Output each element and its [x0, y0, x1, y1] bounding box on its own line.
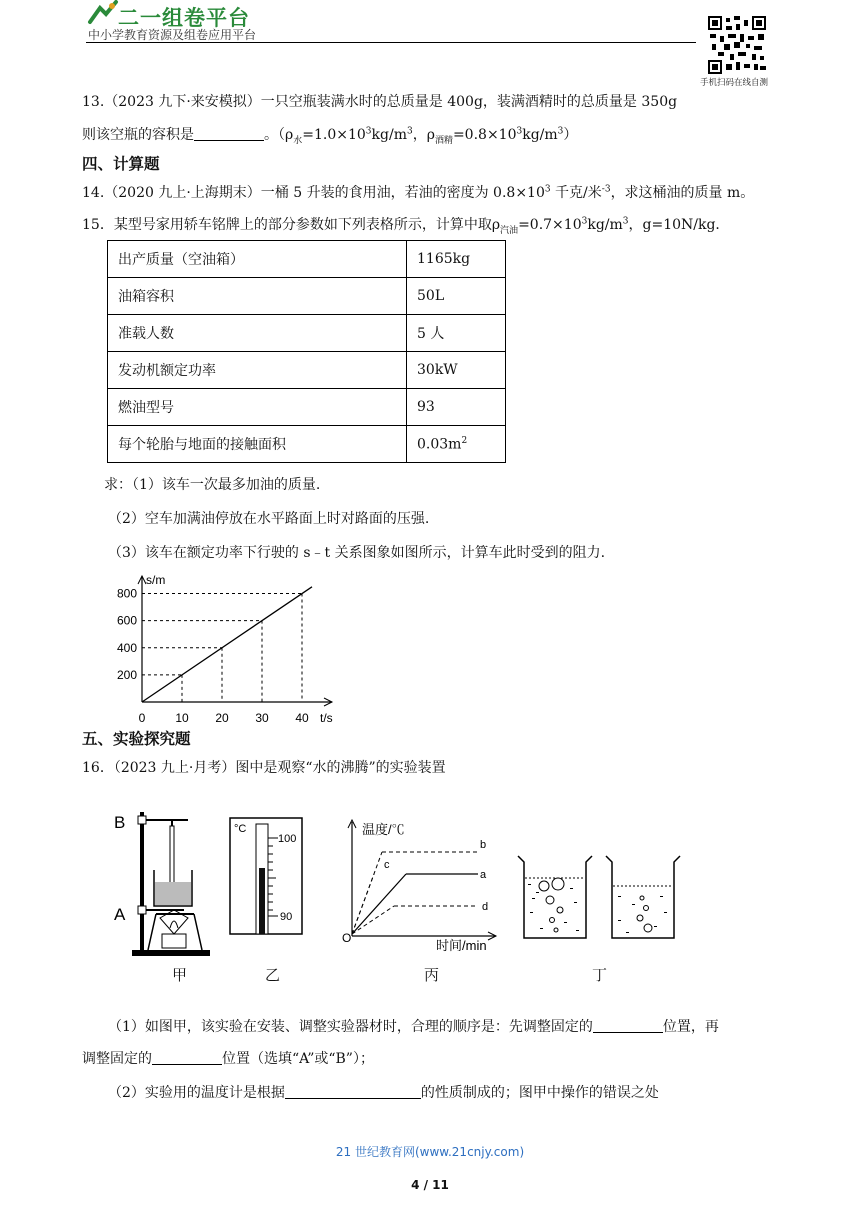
figure-temp-time-graph [336, 816, 504, 956]
curve-label-c: c [384, 859, 390, 871]
qr-code-icon[interactable] [708, 16, 766, 74]
y-tick-label: 600 [116, 613, 137, 628]
y-tick-label: 200 [116, 667, 137, 682]
x-axis-label: t/s [320, 711, 333, 725]
data-line [142, 587, 312, 702]
thermo-100: 100 [278, 833, 297, 845]
caption-ding: 丁 [592, 966, 608, 984]
x-tick-label: 40 [295, 711, 309, 725]
q16-intro: 16．（2023 九上·月考）图中是观察“水的沸腾”的实验装置 [82, 760, 446, 776]
graph-ylabel: 温度/℃ [362, 822, 405, 837]
q14-text: 14.（2020 九上·上海期末）一桶 5 升装的食用油，若油的密度为 $0.8\times 10^3$ 千克/米$^{-3}$，求这桶油的质量 m。 [82, 184, 755, 201]
x-tick-label: 0 [138, 711, 146, 725]
q15-ask1: 求：（1）该车一次最多加油的质量. [104, 477, 321, 493]
site-logo [86, 0, 122, 26]
q15-ask2: （2）空车加满油停放在水平路面上时对路面的压强. [108, 511, 430, 527]
beaker-left [518, 856, 592, 938]
thermo-unit: °C [234, 823, 247, 835]
label-b: B [114, 813, 126, 832]
section-heading-experiment: 五、实验探究题 [82, 730, 191, 748]
header-divider [86, 42, 696, 43]
table-row: 燃油型号 93 [108, 389, 506, 426]
table-row: 油箱容积 50L [108, 278, 506, 315]
q16-part1b: 调整固定的 位置（选填“A”或“B”）； [82, 1051, 374, 1067]
x-tick-label: 20 [215, 711, 229, 725]
page-number: 4 / 11 [411, 1178, 449, 1192]
x-tick-label: 30 [255, 711, 269, 725]
thermo-90: 90 [280, 911, 293, 923]
y-tick-label: 800 [116, 586, 137, 601]
curve-label-d: d [482, 901, 489, 913]
curve-label-a: a [480, 869, 487, 881]
label-a: A [114, 905, 126, 924]
logo-text: 二一组卷平台 [118, 6, 250, 30]
answer-blank[interactable] [194, 127, 264, 141]
y-tick-label: 400 [116, 640, 137, 655]
table-row: 发动机额定功率 30kW [108, 352, 506, 389]
figure-apparatus [110, 806, 220, 960]
q15-ask3: （3）该车在额定功率下行驶的 s﹣t 关系图象如图所示，计算车此时受到的阻力. [108, 545, 606, 561]
section-heading-calc: 四、计算题 [82, 155, 160, 173]
caption-jia: 甲 [172, 966, 188, 984]
footer-site-link[interactable]: 21 世纪教育网(www.21cnjy.com) [335, 1145, 525, 1159]
header-subtitle: 中小学教育资源及组卷应用平台 [88, 28, 257, 42]
qr-caption: 手机扫码在线自测 [700, 78, 769, 88]
q15-text: 15．某型号家用轿车铭牌上的部分参数如下列表格所示，计算中取$\rho_{汽油}=0.7\times 10^3kg/m^3$，g=10N/kg． [82, 216, 730, 236]
table-row: 准载人数 5 人 [108, 315, 506, 352]
beaker-right [606, 856, 680, 938]
car-spec-table [107, 240, 506, 463]
q16-part1: （1）如图甲，该实验在安装、调整实验器材时，合理的顺序是：先调整固定的 位置，再 [108, 1019, 719, 1035]
figure-thermometer [228, 816, 308, 936]
caption-bing: 丙 [424, 966, 440, 984]
q16-part2: （2）实验用的温度计是根据 的性质制成的；图甲中操作的错误之处 [108, 1085, 659, 1101]
q13-line1: 13.（2023 九下·来安模拟）一只空瓶装满水时的总质量是 400g，装满酒精时的总质量是 350g [82, 94, 678, 110]
graph-origin: O [342, 931, 352, 945]
graph-xlabel: 时间/min [436, 938, 487, 953]
answer-blank[interactable] [285, 1085, 421, 1099]
table-row: 每个轮胎与地面的接触面积 $0.03m^2$ [108, 426, 506, 463]
y-axis-label: s/m [146, 573, 166, 587]
figure-beakers [514, 852, 686, 942]
x-tick-label: 10 [175, 711, 189, 725]
caption-yi: 乙 [265, 966, 281, 984]
answer-blank[interactable] [593, 1019, 663, 1033]
st-graph [108, 572, 348, 728]
curve-label-b: b [480, 839, 487, 851]
answer-blank[interactable] [152, 1051, 222, 1065]
table-row: 出产质量（空油箱） 1165kg [108, 241, 506, 278]
q13-line2: 则该空瓶的容积是 。（$\rho_水=1.0\times 10^3kg/m^3$，$\rho_{酒精}=0.8\times 10^3kg/m^3$） [82, 126, 578, 146]
